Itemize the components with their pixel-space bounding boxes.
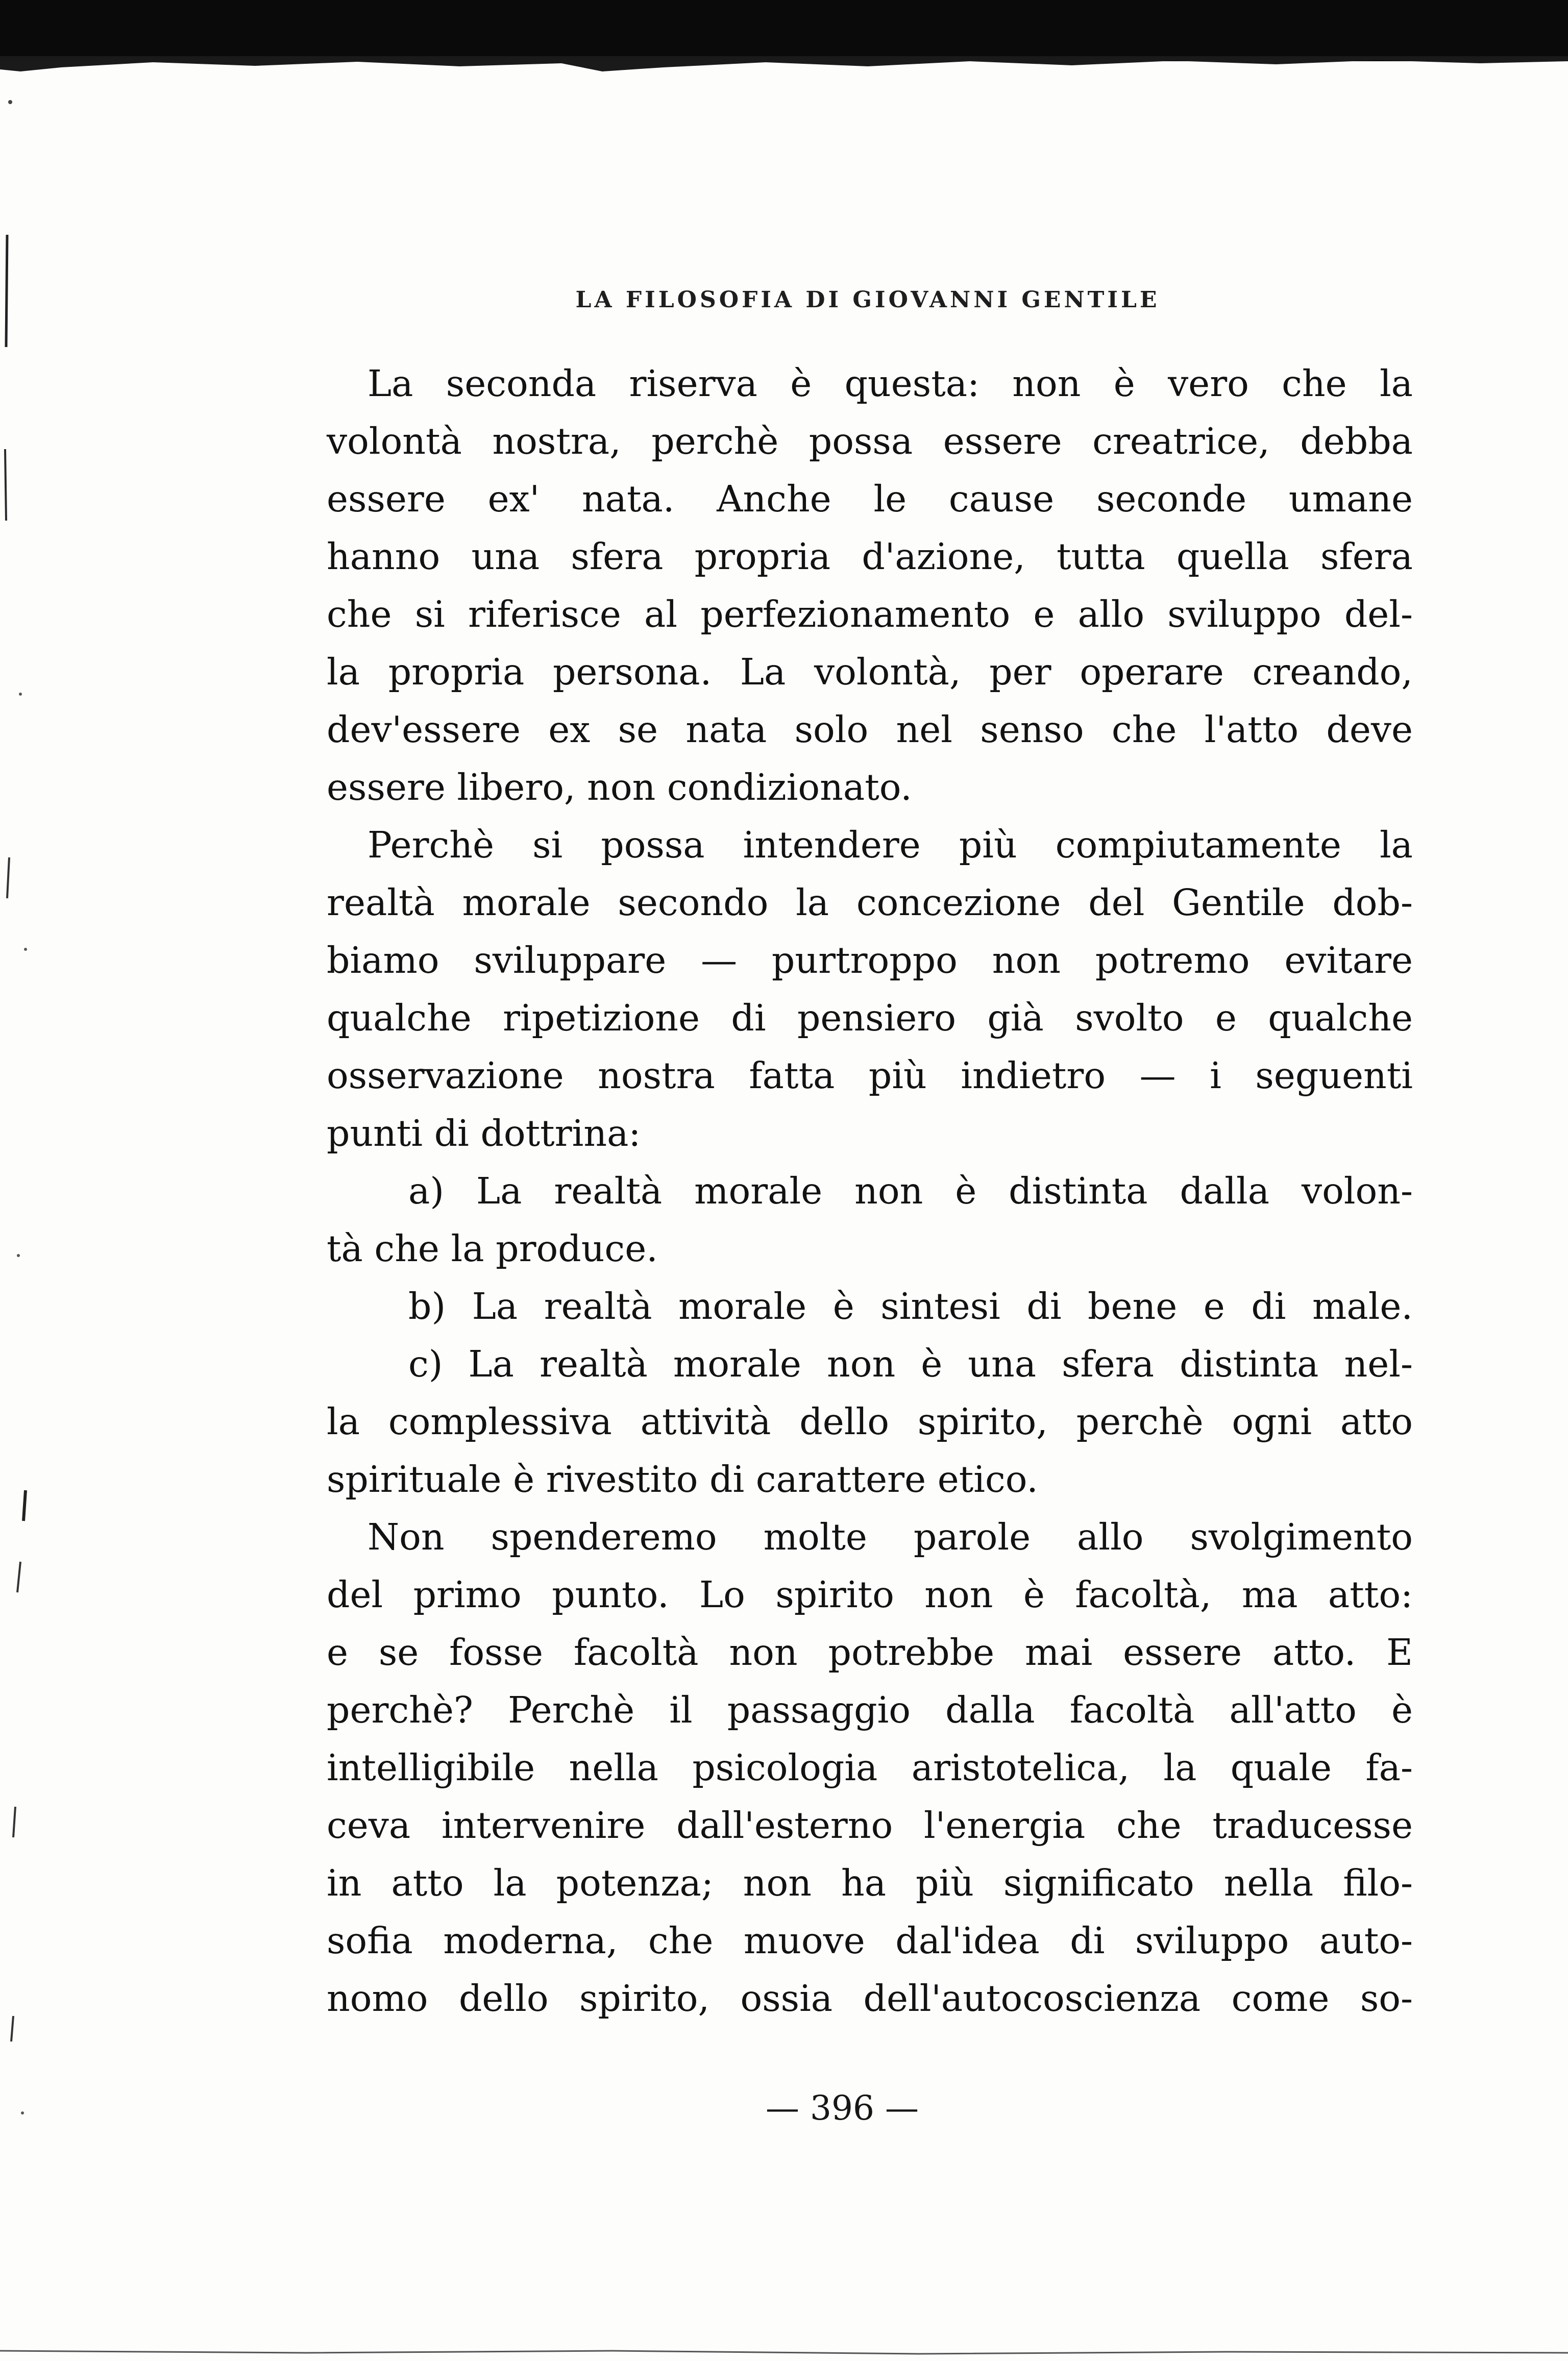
text-line: Non spenderemo molte parole allo svolgimento bbox=[368, 1516, 1413, 1558]
point-b bbox=[327, 1277, 1413, 1335]
point-text: La realtà morale è sintesi di bene e di male. bbox=[472, 1285, 1413, 1327]
text-line: volontà nostra, perchè possa essere creatrice, debba bbox=[327, 420, 1413, 462]
text-line: dev'essere ex se nata solo nel senso che l'atto deve bbox=[327, 708, 1413, 751]
point-label: b) bbox=[408, 1285, 446, 1327]
text-line: osservazione nostra fatta più indietro — i seguenti bbox=[327, 1054, 1413, 1097]
running-head: LA FILOSOFIA DI GIOVANNI GENTILE bbox=[575, 287, 1160, 313]
text-line: La seconda riserva è questa: non è vero che la bbox=[368, 362, 1413, 405]
text-line: tà che la produce. bbox=[327, 1227, 658, 1270]
text-line: essere libero, non condizionato. bbox=[327, 766, 912, 808]
scan-dark-top-border bbox=[0, 0, 1568, 61]
text-line: biamo sviluppare — purtroppo non potremo evitare bbox=[327, 939, 1413, 981]
text-line bbox=[327, 1277, 1413, 1335]
scan-bottom-edge bbox=[0, 2346, 1568, 2361]
text-line: essere ex' nata. Anche le cause seconde umane bbox=[327, 478, 1413, 520]
point-label: c) bbox=[408, 1343, 443, 1385]
text-line: in atto la potenza; non ha più significato nella filo- bbox=[327, 1862, 1413, 1904]
page-body-text bbox=[327, 355, 1413, 2027]
point-label: a) bbox=[408, 1170, 445, 1212]
text-line: qualche ripetizione di pensiero già svolto e qualche bbox=[327, 997, 1413, 1039]
paragraph-1 bbox=[327, 355, 1413, 816]
text-line: del primo punto. Lo spirito non è facoltà, ma atto: bbox=[327, 1573, 1413, 1616]
text-line: spirituale è rivestito di carattere etico. bbox=[327, 1458, 1038, 1501]
scan-margin-specks bbox=[0, 82, 51, 2276]
point-a bbox=[327, 1162, 1413, 1277]
scan-ragged-edge bbox=[0, 56, 1568, 75]
text-line bbox=[327, 1335, 1413, 1393]
text-line: punti di dottrina: bbox=[327, 1112, 641, 1154]
text-line: che si riferisce al perfezionamento e allo sviluppo del- bbox=[327, 593, 1413, 635]
text-line: sofia moderna, che muove dal'idea di sviluppo auto- bbox=[327, 1920, 1413, 1962]
text-line: nomo dello spirito, ossia dell'autocoscienza come so- bbox=[327, 1977, 1413, 2020]
point-text: La realtà morale non è una sfera distinta nel- bbox=[468, 1343, 1413, 1385]
text-line: ceva intervenire dall'esterno l'energia che traducesse bbox=[327, 1804, 1413, 1847]
text-line: la propria persona. La volontà, per operare creando, bbox=[327, 651, 1413, 693]
text-line: hanno una sfera propria d'azione, tutta quella sfera bbox=[327, 535, 1413, 578]
paragraph-3 bbox=[327, 1508, 1413, 2027]
text-line: e se fosse facoltà non potrebbe mai essere atto. E bbox=[327, 1631, 1413, 1674]
point-c bbox=[327, 1335, 1413, 1508]
page-number: — 396 — bbox=[766, 2088, 919, 2128]
text-line: realtà morale secondo la concezione del Gentile dob- bbox=[327, 881, 1413, 924]
text-line: intelligibile nella psicologia aristotelica, la quale fa- bbox=[327, 1747, 1413, 1789]
point-text: La realtà morale non è distinta dalla volon- bbox=[476, 1170, 1413, 1212]
text-line: perchè? Perchè il passaggio dalla facoltà all'atto è bbox=[327, 1689, 1413, 1731]
paragraph-2 bbox=[327, 816, 1413, 1162]
text-line: Perchè si possa intendere più compiutamente la bbox=[368, 824, 1413, 866]
text-line bbox=[327, 1162, 1413, 1220]
text-line: la complessiva attività dello spirito, perchè ogni atto bbox=[327, 1400, 1413, 1443]
